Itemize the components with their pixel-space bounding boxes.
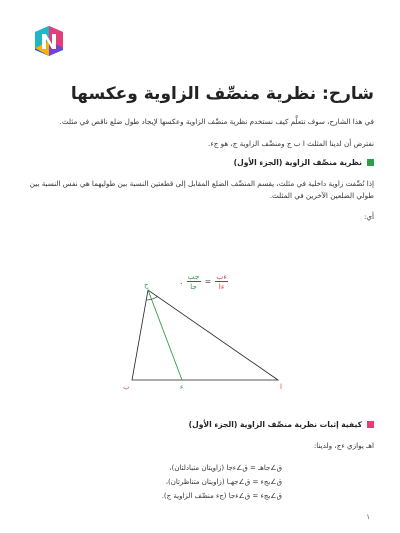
section-heading-theorem: [26, 158, 374, 167]
page-title: شارح: نظرية منصِّف الزاوية وعكسها: [70, 84, 374, 104]
ie-label: أي:: [363, 212, 374, 221]
vertex-a-label: ا: [280, 383, 282, 391]
assumption-paragraph: نفترض أن لدينا المثلث ا ب ج ومنصِّف الزاوية ج، هو جء.: [208, 139, 374, 148]
equation-3: ق∠بجء = ق∠ءجا (جء منصِّف الزاوية ج).: [161, 492, 282, 500]
theorem-statement: إذا نُصِّفت زاوية داخلية في مثلث، يقسم المنصِّف الضلع المقابل إلى قطعتين النسبة بين طوليهما هي نفس النسبة بين طولي الضلعين الآخرين في المثلث.: [29, 179, 374, 200]
fraction-left-num: ءب: [216, 272, 227, 281]
vertex-b-label: ب: [123, 383, 130, 391]
fraction-right-num: جب: [187, 272, 200, 281]
section-heading-proof: [26, 420, 374, 429]
fraction-right-den: جا: [190, 282, 198, 291]
triangle-outline: [132, 290, 278, 380]
fraction-left-den: ءا: [218, 282, 225, 291]
green-square-icon: [367, 159, 374, 166]
formula-equals: =: [204, 277, 212, 286]
formula-dot: .: [180, 277, 183, 286]
vertex-d-label: ء: [180, 383, 184, 391]
pink-square-icon: [367, 421, 374, 428]
section-heading-text: نظرية منصِّف الزاوية (الجزء الأول): [233, 158, 362, 167]
equation-2: ق∠بجء = ق∠جهـا (زاويتان متناظرتان)،: [165, 478, 282, 486]
page-number: ١: [366, 513, 370, 521]
given-statement: اهـ يوازي ءج، ولدينا:: [313, 441, 374, 450]
nagwa-logo-icon: [32, 24, 66, 58]
equation-1: ق∠جاهـ = ق∠ءجا (زاويتان متبادلتان)،: [169, 464, 282, 472]
angle-bisector: [148, 290, 182, 380]
intro-paragraph: في هذا الشارح، سوف نتعلَّم كيف نستخدم نظرية منصِّف الزاوية وعكسها لإيجاد طول ضلع ناقص في مثلث.: [59, 117, 374, 126]
section-heading-text: كيفية إثبات نظرية منصِّف الزاوية (الجزء الأول): [188, 420, 362, 429]
triangle-diagram: [110, 278, 300, 390]
vertex-c-label: ج: [144, 281, 149, 289]
